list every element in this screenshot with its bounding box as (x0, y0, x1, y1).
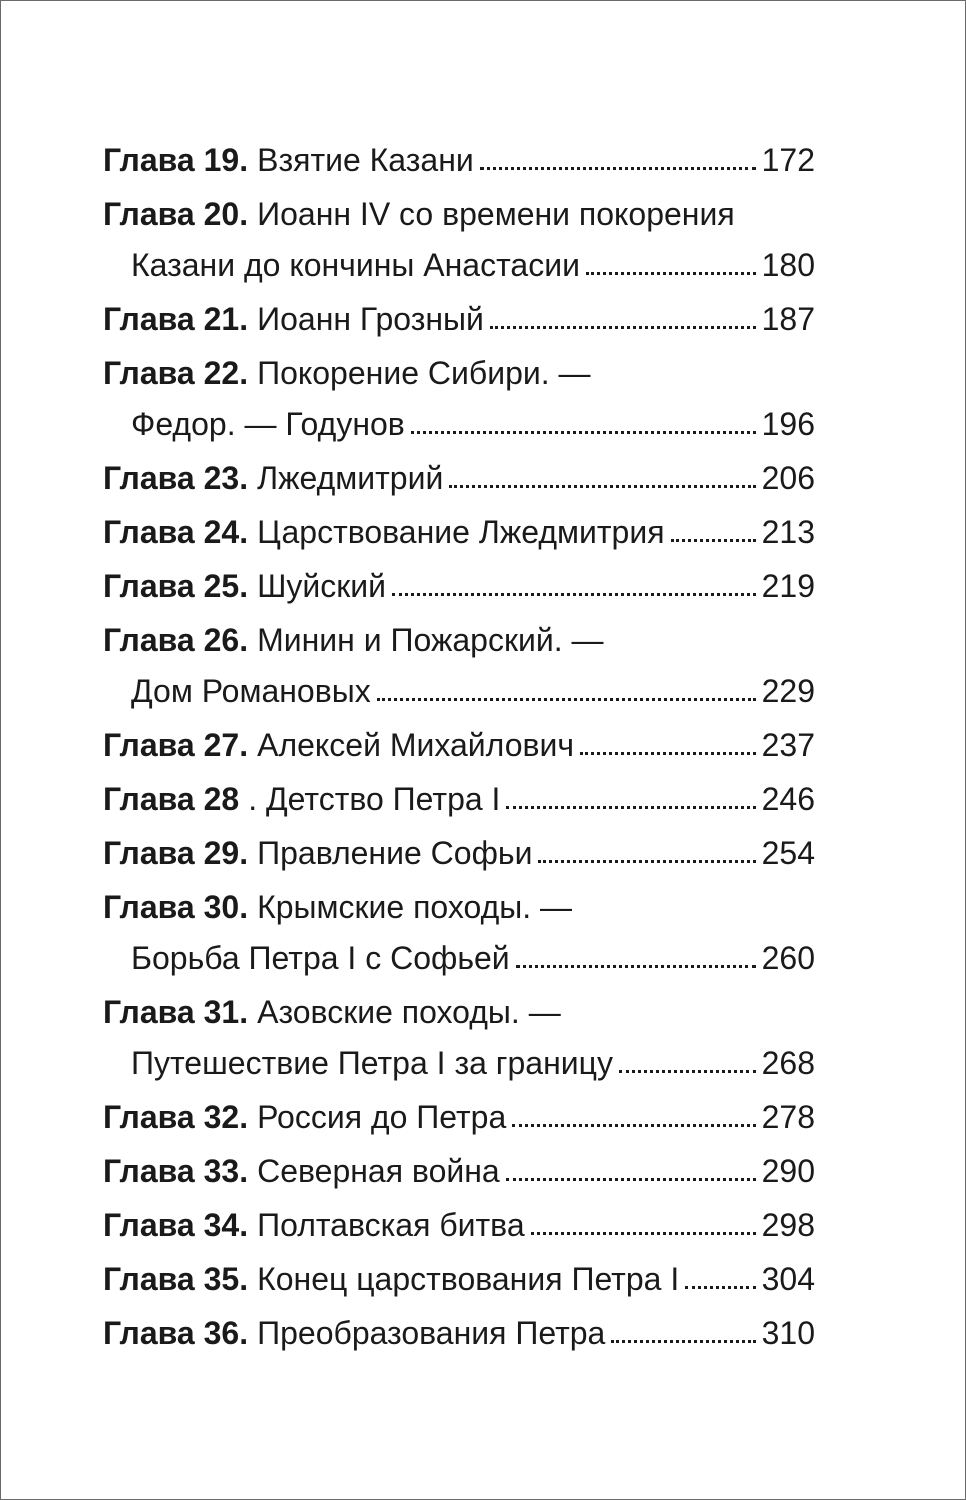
chapter-label: Глава 21. (103, 301, 249, 337)
page-number: 206 (761, 460, 815, 496)
chapter-label: Глава 32. (103, 1099, 249, 1135)
chapter-label: Глава 33. (103, 1153, 249, 1189)
chapter-title: Северная война (257, 1153, 500, 1189)
chapter-title: Иоанн Грозный (257, 301, 484, 337)
chapter-label: Глава 36. (103, 1315, 249, 1351)
dot-leader (377, 698, 756, 701)
page-number: 260 (761, 940, 815, 976)
dot-leader (411, 431, 756, 434)
page-number: 237 (761, 727, 815, 763)
toc-entry-continuation-line (103, 933, 815, 984)
page-number: 246 (761, 781, 815, 817)
toc-entry-line (103, 882, 815, 933)
toc-entry-line (103, 348, 815, 399)
toc-entry-line (103, 1254, 815, 1305)
dot-leader (506, 1178, 756, 1181)
dot-leader (490, 326, 756, 329)
chapter-title: Взятие Казани (257, 142, 474, 178)
toc-entry-line (103, 135, 815, 186)
toc-entry (103, 1308, 815, 1359)
chapter-label: Глава 30. (103, 889, 249, 925)
dot-leader (671, 539, 756, 542)
dot-leader (586, 272, 756, 275)
chapter-label: Глава 34. (103, 1207, 249, 1243)
chapter-label: Глава 26. (103, 622, 249, 658)
toc-entry-continuation-line (103, 399, 815, 450)
chapter-title: Алексей Михайлович (257, 727, 575, 763)
toc-entry-line (103, 561, 815, 612)
toc-entry-line (103, 189, 815, 240)
page-number: 304 (761, 1261, 815, 1297)
page-number: 298 (761, 1207, 815, 1243)
chapter-title: Крымские походы. — (257, 889, 573, 925)
toc-entry-line (103, 987, 815, 1038)
page-number: 310 (761, 1315, 815, 1351)
toc-entry (103, 1254, 815, 1305)
toc-entry (103, 774, 815, 825)
toc-entry (103, 1092, 815, 1143)
chapter-title: Правление Софьи (257, 835, 533, 871)
dot-leader (506, 806, 755, 809)
toc-entry (103, 987, 815, 1089)
chapter-title: Покорение Сибири. — (257, 355, 591, 391)
chapter-title: Россия до Петра (257, 1099, 507, 1135)
toc-entry-line (103, 1200, 815, 1251)
toc-entry (103, 1200, 815, 1251)
toc-entry-line (103, 720, 815, 771)
chapter-label: Глава 22. (103, 355, 249, 391)
toc-entry-line (103, 294, 815, 345)
page-number: 180 (761, 247, 815, 283)
toc-entry-line (103, 828, 815, 879)
chapter-title: Лжедмитрий (257, 460, 444, 496)
chapter-title: Казани до кончины Анастасии (131, 247, 580, 283)
toc-entry (103, 294, 815, 345)
chapter-label: Глава 28 (103, 781, 240, 817)
toc-entry-line (103, 1308, 815, 1359)
chapter-title: Преобразования Петра (257, 1315, 606, 1351)
page-number: 290 (761, 1153, 815, 1189)
toc-entry (103, 561, 815, 612)
dot-leader (538, 860, 755, 863)
dot-leader (685, 1286, 755, 1289)
dot-leader (480, 167, 756, 170)
chapter-title: Путешествие Петра I за границу (131, 1045, 613, 1081)
chapter-title: Царствование Лжедмитрия (257, 514, 665, 550)
dot-leader (392, 593, 756, 596)
toc-entry-line (103, 507, 815, 558)
table-of-contents (103, 135, 815, 1359)
chapter-label: Глава 27. (103, 727, 249, 763)
chapter-label: Глава 25. (103, 568, 249, 604)
chapter-title: Шуйский (257, 568, 387, 604)
page-number: 196 (761, 406, 815, 442)
page-number: 213 (761, 514, 815, 550)
chapter-label: Глава 24. (103, 514, 249, 550)
toc-entry-continuation-line (103, 1038, 815, 1089)
toc-entry (103, 348, 815, 450)
toc-entry-continuation-line (103, 666, 815, 717)
toc-entry (103, 720, 815, 771)
chapter-title: Азовские походы. — (257, 994, 561, 1030)
toc-entry (103, 189, 815, 291)
toc-entry (103, 828, 815, 879)
toc-entry (103, 615, 815, 717)
dot-leader (512, 1124, 755, 1127)
page-number: 219 (761, 568, 815, 604)
toc-entry (103, 1146, 815, 1197)
page-number: 172 (761, 142, 815, 178)
chapter-title: Конец царствования Петра I (257, 1261, 680, 1297)
chapter-title: Минин и Пожарский. — (257, 622, 604, 658)
dot-leader (619, 1070, 756, 1073)
toc-entry-line (103, 453, 815, 504)
page-number: 278 (761, 1099, 815, 1135)
dot-leader (580, 752, 756, 755)
toc-entry (103, 135, 815, 186)
chapter-title: . Детство Петра I (248, 781, 501, 817)
chapter-label: Глава 20. (103, 196, 249, 232)
toc-entry-continuation-line (103, 240, 815, 291)
chapter-label: Глава 29. (103, 835, 249, 871)
dot-leader (531, 1232, 756, 1235)
chapter-title: Полтавская битва (257, 1207, 525, 1243)
toc-entry-line (103, 1146, 815, 1197)
toc-entry (103, 507, 815, 558)
chapter-label: Глава 35. (103, 1261, 249, 1297)
dot-leader (516, 965, 756, 968)
toc-entry-line (103, 1092, 815, 1143)
page-number: 187 (761, 301, 815, 337)
chapter-title: Иоанн IV со времени покорения (257, 196, 735, 232)
dot-leader (449, 485, 755, 488)
toc-entry (103, 882, 815, 984)
page-number: 229 (761, 673, 815, 709)
chapter-title: Дом Романовых (131, 673, 371, 709)
dot-leader (611, 1340, 755, 1343)
chapter-label: Глава 31. (103, 994, 249, 1030)
chapter-label: Глава 19. (103, 142, 249, 178)
chapter-title: Борьба Петра I с Софьей (131, 940, 510, 976)
page-number: 268 (761, 1045, 815, 1081)
toc-entry-line (103, 615, 815, 666)
page-number: 254 (761, 835, 815, 871)
chapter-label: Глава 23. (103, 460, 249, 496)
toc-entry (103, 453, 815, 504)
toc-entry-line (103, 774, 815, 825)
chapter-title: Федор. — Годунов (131, 406, 405, 442)
